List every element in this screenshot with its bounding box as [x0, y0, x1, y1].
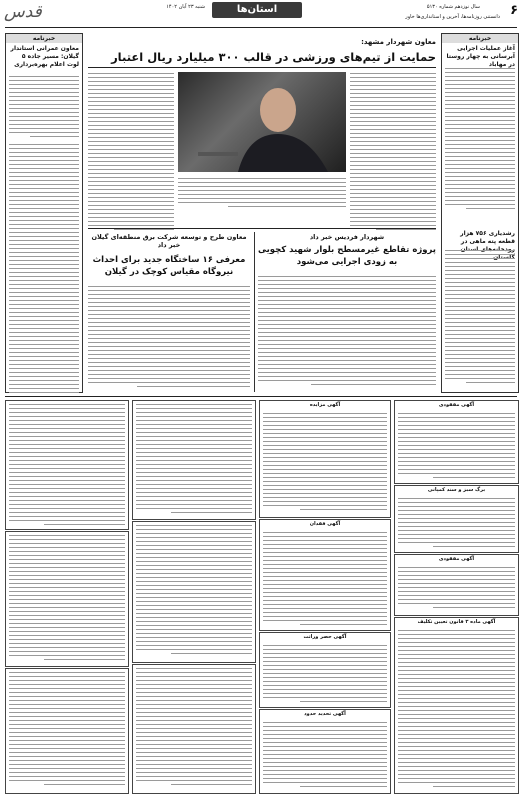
main-article-rule: [88, 228, 436, 229]
main-kicker: معاون شهردار مشهد:: [361, 38, 436, 46]
article-2-text: [258, 276, 436, 388]
official-photo: [178, 72, 346, 172]
ad-box: [394, 400, 519, 484]
main-text-col-2: [178, 178, 346, 210]
header-rule: [5, 27, 517, 28]
ad-title: آگهی مفقودی: [438, 556, 475, 562]
ad-box: [394, 554, 519, 616]
right-box-subtitle: رشدیاری ۷۵۶ هزار قطعه پته ماهی در: [460, 230, 515, 245]
ad-box: [394, 617, 519, 794]
article-divider: [254, 232, 255, 392]
ad-box: [5, 531, 129, 667]
ad-box: [132, 664, 256, 794]
right-box-text-2: [445, 250, 515, 386]
ad-title: آگهی مفقودی: [438, 402, 475, 408]
ad-title: آگهی تحدید حدود: [304, 711, 346, 717]
tagline: دانستنی روزنامه‌ها، آخرین و استانداری‌ها خاور: [405, 14, 500, 20]
left-box-label: خبرنامه: [6, 34, 82, 43]
article-2-kicker: شهردار فردیس خبر داد: [309, 233, 385, 241]
ad-box: [259, 709, 391, 794]
right-box-label: خبرنامه: [442, 34, 518, 43]
ad-box: [259, 632, 391, 708]
ad-title: آگهی فقدان: [309, 521, 341, 527]
newspaper-logo: قدس: [4, 2, 42, 22]
ad-box: [132, 521, 256, 663]
ad-box: [259, 400, 391, 518]
left-box-text: [9, 76, 79, 444]
article-3-title: معرفی ۱۶ ساختگاه جدید برای احداث نیروگاه مقیاس کوچک در گیلان: [92, 255, 246, 277]
main-title: حمایت از تیم‌های ورزشی در قالب ۳۰۰ میلیارد ریال اعتبار: [111, 50, 436, 64]
ad-box: [5, 668, 129, 794]
left-box-title: معاون عمرانی استاندار گیلان: مسیر جاده ۵ لوت اعلام بهره‌برداری: [10, 45, 79, 68]
left-news-box: [5, 33, 83, 393]
ad-box: [394, 485, 519, 553]
ad-title: آگهی ماده ۳ قانون تعیین تکلیف: [417, 619, 496, 625]
person-silhouette-icon: [178, 72, 346, 172]
date-line: شنبه ۲۳ آبان ۱۴۰۲: [166, 4, 205, 10]
ad-title: آگهی حصر وراثت: [303, 634, 347, 640]
issue-info: سال نوزدهم شماره ۵۱۳۰: [426, 4, 480, 10]
page-number: ۶: [510, 3, 518, 18]
ads-top-rule: [5, 396, 517, 397]
main-title-rule: [88, 67, 436, 68]
main-text-col-1: [350, 73, 436, 233]
article-3-text: [88, 286, 250, 390]
article-2-title: پروژه تقاطع غیرمسطح بلوار شهید کچویی به زودی اجرایی می‌شود: [257, 245, 436, 267]
right-news-box: [441, 33, 519, 393]
ad-box: [5, 400, 129, 530]
ad-box: [259, 519, 391, 631]
right-box-text: [445, 68, 515, 212]
ad-title: آگهی مزایده: [309, 402, 341, 408]
section-label: استان‌ها: [212, 2, 302, 18]
main-text-col-3: [88, 73, 174, 233]
article-3-kicker: معاون طرح و توسعه شرکت برق منطقه‌ای گیلان خبر داد: [91, 233, 247, 249]
ad-box: [132, 400, 256, 520]
right-box-title: آغاز عملیات اجرایی آبرسانی به چهار روستا در مهاباد: [446, 45, 515, 68]
ad-title: برگ سبز و سند کمپانی: [427, 487, 486, 493]
